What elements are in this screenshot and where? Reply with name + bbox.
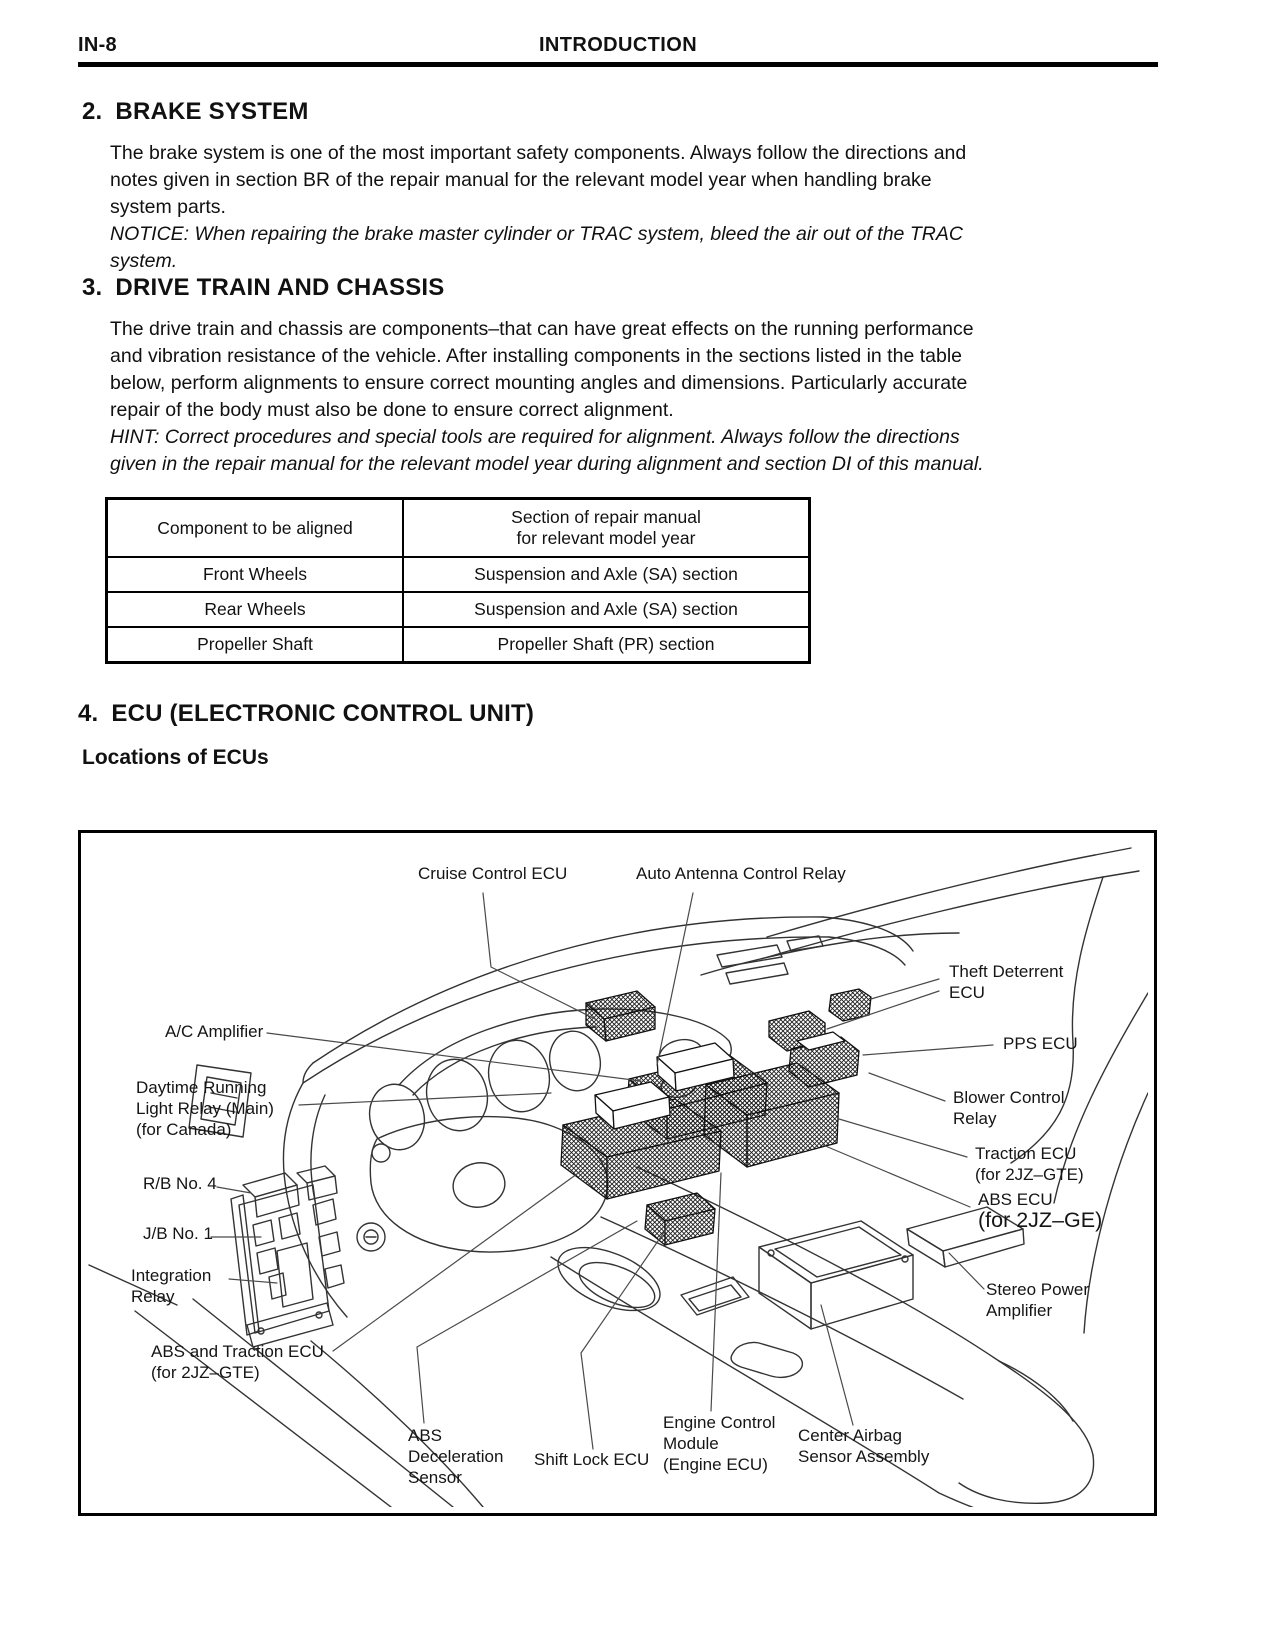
page-title: INTRODUCTION [538,34,698,56]
notice-line: system. [110,250,178,272]
section-number: 4. [78,700,99,727]
ecu-locations-diagram [78,830,1157,1516]
label-abs-ecu: ABS ECU (for 2JZ–GE) [978,1190,1103,1232]
hint-line: HINT: Correct procedures and special tools are required for alignment. Always follow the directions [110,426,960,448]
cell-component: Propeller Shaft [107,627,404,663]
section-brake-body [110,140,966,275]
label-cruise-control-ecu: Cruise Control ECU [418,864,568,883]
header-rule [78,62,1158,67]
label-engine-control-module: Engine Control Module (Engine ECU) [663,1413,776,1474]
body-line: notes given in section BR of the repair manual for the relevant model year when handling brake [110,169,932,191]
header-text-line: Section of repair manual [511,507,701,527]
label-abs-deceleration-sensor: ABS Deceleration Sensor [408,1426,504,1487]
section-ecu-heading [78,700,534,728]
body-line: The drive train and chassis are components–that can have great effects on the running performance [110,318,974,340]
page-code: IN-8 [78,34,117,56]
table-header-section [403,499,810,558]
cell-component: Front Wheels [107,557,404,592]
alignment-table [105,497,811,664]
section-title: BRAKE SYSTEM [115,98,309,125]
label-rb-no4: R/B No. 4 [143,1174,217,1193]
header-text-line: for relevant model year [516,528,696,548]
section-title: ECU (ELECTRONIC CONTROL UNIT) [111,700,535,727]
locations-subheading: Locations of ECUs [82,746,269,769]
label-theft-deterrent-ecu: Theft Deterrent ECU [949,962,1064,1002]
label-jb-no1: J/B No. 1 [143,1224,213,1243]
label-daytime-running-light-relay: Daytime Running Light Relay (Main) (for Canada) [136,1078,274,1139]
label-abs-and-traction-ecu: ABS and Traction ECU (for 2JZ–GTE) [151,1342,324,1382]
label-stereo-power-amplifier: Stereo Power Amplifier [986,1280,1089,1320]
table-row [107,627,810,663]
label-auto-antenna-control-relay: Auto Antenna Control Relay [636,864,846,883]
section-number: 3. [82,274,103,301]
label-pps-ecu: PPS ECU [1003,1034,1078,1053]
cell-section: Suspension and Axle (SA) section [403,592,810,627]
section-title: DRIVE TRAIN AND CHASSIS [115,274,445,301]
label-blower-control-relay: Blower Control Relay [953,1088,1065,1128]
table-row [107,557,810,592]
hint-line: given in the repair manual for the relevant model year during alignment and section DI of this manual. [110,453,984,475]
label-integration-relay: Integration Relay [131,1266,212,1306]
section-number: 2. [82,98,103,125]
label-traction-ecu: Traction ECU (for 2JZ–GTE) [975,1144,1084,1184]
label-center-airbag-sensor-assembly: Center Airbag Sensor Assembly [798,1426,930,1466]
body-line: repair of the body must also be done to ensure correct alignment. [110,399,674,421]
cell-section: Propeller Shaft (PR) section [403,627,810,663]
notice-line: NOTICE: When repairing the brake master cylinder or TRAC system, bleed the air out of the TRAC [110,223,963,245]
section-drive-heading [82,274,445,302]
cell-section: Suspension and Axle (SA) section [403,557,810,592]
section-drive-body [110,316,984,478]
label-ac-amplifier: A/C Amplifier [165,1022,264,1041]
label-shift-lock-ecu: Shift Lock ECU [534,1450,650,1469]
table-header-row [107,499,810,558]
header-text: Component to be aligned [157,517,353,538]
table-header-component [107,499,404,558]
body-line: below, perform alignments to ensure correct mounting angles and dimensions. Particularly accurate [110,372,968,394]
body-line: and vibration resistance of the vehicle. After installing components in the sections listed in the table [110,345,962,367]
body-line: The brake system is one of the most important safety components. Always follow the directions and [110,142,967,164]
body-line: system parts. [110,196,226,218]
cell-component: Rear Wheels [107,592,404,627]
section-brake-heading [82,98,309,126]
table-row [107,592,810,627]
